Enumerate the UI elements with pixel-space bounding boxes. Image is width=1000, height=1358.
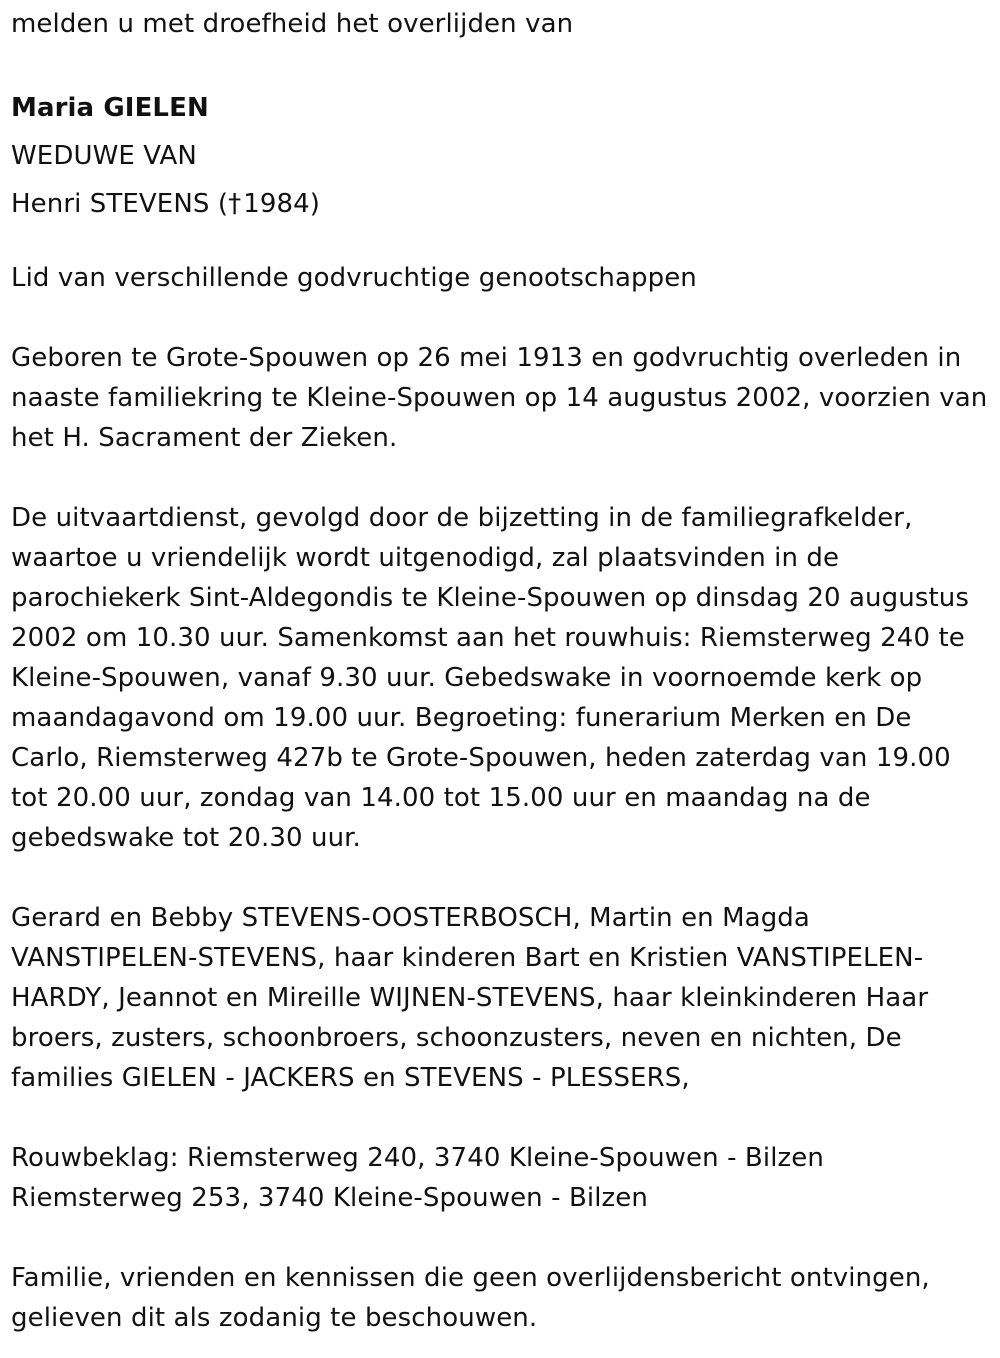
- closing-paragraph: Familie, vrienden en kennissen die geen overlijdensbericht ontvingen, gelieven dit als zodanig te beschouwen.: [11, 1263, 930, 1333]
- cross-icon: †: [228, 189, 242, 219]
- birth-death-paragraph: Geboren te Grote-Spouwen op 26 mei 1913 en godvruchtig overleden in naaste familiekring te Kleine-Spouwen op 14 augustus 2002, voorzien van het H. Sacrament der Zieken.: [11, 343, 988, 453]
- funeral-paragraph: De uitvaartdienst, gevolgd door de bijzetting in de familiegrafkelder, waartoe u vriendelijk wordt uitgenodigd, zal plaatsvinden in de parochiekerk Sint-Aldegondis te Kleine-Spouwen op dinsdag 20 augustus 2002 om 10.30 uur. Samenkomst aan het rouwhuis: Riemsterweg 240 te Kleine-Spouwen, vanaf 9.30 uur. Gebedswake in voornoemde kerk op maandagavond om 19.00 uur. Begroeting: funerarium Merken en De Carlo, Riemsterweg 427b te Grote-Spouwen, heden zaterdag van 19.00 tot 20.00 uur, zondag van 14.00 tot 15.00 uur en maandag na de gebedswake tot 20.30 uur.: [11, 503, 969, 853]
- condolence-address-1: Rouwbeklag: Riemsterweg 240, 3740 Kleine-Spouwen - Bilzen: [11, 1143, 824, 1173]
- family-paragraph: Gerard en Bebby STEVENS-OOSTERBOSCH, Martin en Magda VANSTIPELEN-STEVENS, haar kinderen Bart en Kristien VANSTIPELEN-HARDY, Jeannot en Mireille WIJNEN-STEVENS, haar kleinkinderen Haar broers, zusters, schoonbroers, schoonzusters, neven en nichten, De families GIELEN - JACKERS en STEVENS - PLESSERS,: [11, 903, 929, 1093]
- spouse-name: Henri STEVENS (: [11, 189, 229, 219]
- condolence-address-2: Riemsterweg 253, 3740 Kleine-Spouwen - Bilzen: [11, 1183, 648, 1213]
- spouse-line: [11, 180, 993, 228]
- membership-text: Lid van verschillende godvruchtige genootschappen: [11, 263, 697, 293]
- widow-status: WEDUWE VAN: [11, 141, 197, 171]
- deceased-name: Maria GIELEN: [11, 93, 209, 123]
- intro-text: melden u met droefheid het overlijden van: [11, 9, 574, 39]
- spouse-death-year: 1984): [243, 189, 321, 219]
- obituary-document: [11, 4, 993, 1338]
